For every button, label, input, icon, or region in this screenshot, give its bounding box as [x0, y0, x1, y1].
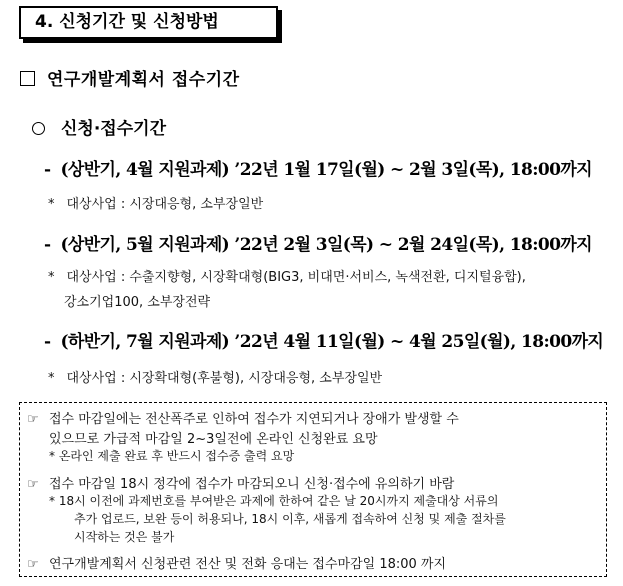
star-bullet: * — [48, 197, 55, 212]
notice-text: 접수 마감일 18시 정각에 접수가 마감되오니 신청·접수에 유의하기 바람 — [49, 477, 455, 492]
notice-subnote-continued: 시작하는 것은 불가 — [74, 530, 175, 544]
section-title — [19, 6, 278, 39]
notice-item — [27, 553, 446, 572]
notice-subnote-continued: 추가 업로드, 보완 등이 허용되나, 18시 이후, 새롭게 접속하여 신청 및 제출 절차를 — [74, 512, 506, 526]
circle-bullet-icon — [32, 122, 45, 135]
note-text: 대상사업 : 시장확대형(후불형), 시장대응형, 소부장일반 — [66, 371, 383, 386]
notice-text-continued: 있으므로 가급적 마감일 2~3일전에 온라인 신청완료 요망 — [49, 432, 378, 447]
pointing-hand-icon: ☞ — [27, 477, 39, 492]
notice-item — [27, 408, 459, 427]
heading2-text: 연구개발계획서 접수기간 — [47, 70, 240, 90]
target-business-note — [48, 193, 263, 212]
pointing-hand-icon: ☞ — [27, 557, 39, 572]
dash-bullet: - — [44, 332, 51, 352]
subheading-application — [32, 114, 166, 139]
star-bullet: * — [48, 371, 55, 386]
period-text: (하반기, 7월 지원과제) ’22년 4월 11일(월) ~ 4월 25일(월), 18:00까지 — [60, 332, 604, 352]
period-item — [44, 230, 592, 255]
pointing-hand-icon: ☞ — [27, 412, 39, 427]
notice-item — [27, 473, 454, 492]
period-text: (상반기, 5월 지원과제) ’22년 2월 3일(목) ~ 2월 24일(목), 18:00까지 — [60, 235, 592, 255]
note-text: 대상사업 : 시장대응형, 소부장일반 — [66, 197, 264, 212]
period-item — [44, 327, 603, 352]
heading-application-period — [20, 65, 240, 90]
notice-text: 연구개발계획서 신청관련 전산 및 전화 응대는 접수마감일 18:00 까지 — [49, 557, 447, 572]
target-business-note — [48, 266, 526, 285]
target-business-note-continued — [64, 291, 210, 310]
heading3-text: 신청·접수기간 — [61, 119, 166, 139]
square-bullet-icon — [20, 71, 35, 86]
period-text: (상반기, 4월 지원과제) ’22년 1월 17일(월) ~ 2월 3일(목), 18:00까지 — [60, 160, 592, 180]
notice-subnote: * 온라인 제출 완료 후 반드시 접수증 출력 요망 — [49, 449, 295, 463]
notice-subnote: * 18시 이전에 과제번호를 부여받은 과제에 한하여 같은 날 20시까지 제출대상 서류의 — [49, 494, 499, 508]
star-bullet: * — [48, 270, 55, 285]
dash-bullet: - — [44, 235, 51, 255]
target-business-note — [48, 367, 382, 386]
note-text: 강소기업100, 소부장전략 — [64, 295, 211, 310]
notice-text: 접수 마감일에는 전산폭주로 인하여 접수가 지연되거나 장애가 발생할 수 — [49, 412, 459, 427]
section-title-text: 4. 신청기간 및 신청방법 — [35, 12, 219, 32]
dash-bullet: - — [44, 160, 51, 180]
period-item — [44, 155, 592, 180]
note-text: 대상사업 : 수출지향형, 시장확대형(BIG3, 비대면·서비스, 녹색전환, 디지털융합), — [66, 270, 526, 285]
